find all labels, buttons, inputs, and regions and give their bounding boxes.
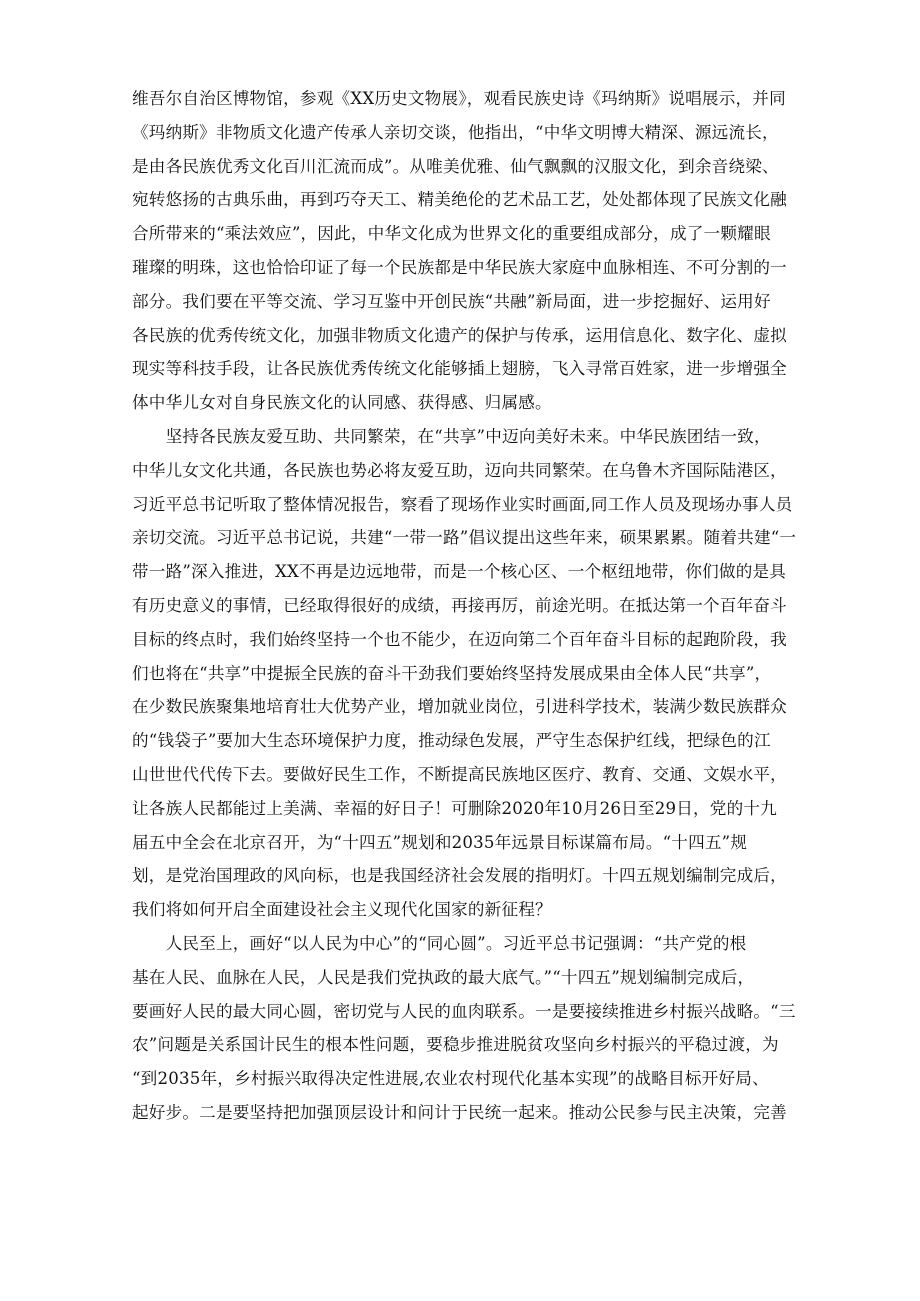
- text-line: 划，是党治国理政的风向标，也是我国经济社会发展的指明灯。十四五规划编制完成后，: [132, 866, 787, 886]
- text-line: 坚持各民族友爱互助、共同繁荣，在“共享”中迈向美好未来。中华民族团结一致，: [132, 426, 771, 446]
- paragraph-2: [132, 420, 800, 927]
- text-line: 体中华儿女对自身民族文化的认同感、获得感、归属感。: [132, 393, 552, 413]
- text-line: “到2035年，乡村振兴取得决定性进展,农业农村现代化基本实现”的战略目标开好局、: [132, 1069, 769, 1089]
- paragraph-3: [132, 927, 800, 1130]
- text-line: 农”问题是关系国计民生的根本性问题，要稳步推进脱贫攻坚向乡村振兴的平稳过渡，为: [132, 1035, 779, 1055]
- text-line: 维吾尔自治区博物馆，参观《XX历史文物展》，观看民族史诗《玛纳斯》说唱展示，并同: [132, 89, 786, 108]
- text-line: 让各族人民都能过上美满、幸福的好日子！可删除2020年10月26日至29日，党的十九: [132, 798, 777, 818]
- text-line: 的“钱袋子”要加大生态环境保护力度，推动绿色发展，严守生态保护红线，把绿色的江: [132, 731, 771, 751]
- text-line: 亲切交流。习近平总书记说，共建“一带一路”倡议提出这些年来，硕果累累。随着共建“一: [132, 528, 797, 548]
- text-line: 《玛纳斯》非物质文化遗产传承人亲切交谈，他指出，“中华文明博大精深、源远流长，: [132, 122, 779, 142]
- text-line: 中华儿女文化共通，各民族也势必将友爱互助，迈向共同繁荣。在乌鲁木齐国际陆港区，: [132, 460, 787, 480]
- text-line: 有历史意义的事情，已经取得很好的成绩，再接再厉，前途光明。在抵达第一个百年奋斗: [132, 595, 787, 615]
- text-line: 带一路”深入推进，XX不再是边远地带，而是一个核心区、一个枢纽地带，你们做的是具: [132, 562, 787, 582]
- document-body: [132, 82, 800, 1130]
- text-line: 人民至上，画好“以人民为中心”的“同心圆”。习近平总书记强调：“共产党的根: [132, 933, 747, 953]
- text-line: 宛转悠扬的古典乐曲，再到巧夺天工、精美绝伦的艺术品工艺，处处都体现了民族文化融: [132, 190, 787, 210]
- text-line: 是由各民族优秀文化百川汇流而成”。从唯美优雅、仙气飘飘的汉服文化，到余音绕梁、: [132, 156, 779, 176]
- text-line: 届五中全会在北京召开，为“十四五”规划和2035年远景目标谋篇布局。“十四五”规: [132, 832, 748, 852]
- text-line: 习近平总书记听取了整体情况报告，察看了现场作业实时画面,同工作人员及现场办事人员: [132, 494, 793, 514]
- text-line: 要画好人民的最大同心圆，密切党与人民的血肉联系。一是要接续推进乡村振兴战略。“三: [132, 1001, 796, 1021]
- paragraph-1: [132, 82, 800, 420]
- text-line: 基在人民、血脉在人民，人民是我们党执政的最大底气。”“十四五”规划编制完成后，: [132, 967, 755, 987]
- text-line: 璀璨的明珠，这也恰恰印证了每一个民族都是中华民族大家庭中血脉相连、不可分割的一: [132, 257, 787, 277]
- text-line: 起好步。二是要坚持把加强顶层设计和问计于民统一起来。推动公民参与民主决策，完善: [132, 1102, 787, 1122]
- text-line: 们也将在“共享”中提振全民族的奋斗干劲我们要始终坚持发展成果由全体人民“共享”，: [132, 663, 772, 683]
- text-line: 我们将如何开启全面建设社会主义现代化国家的新征程？: [132, 900, 552, 920]
- text-line: 部分。我们要在平等交流、学习互鉴中开创民族“共融”新局面，进一步挖掘好、运用好: [132, 291, 771, 311]
- text-line: 目标的终点时，我们始终坚持一个也不能少，在迈向第二个百年奋斗目标的起跑阶段，我: [132, 629, 787, 649]
- text-line: 在少数民族聚集地培育壮大优势产业，增加就业岗位，引进科学技术，装满少数民族群众: [132, 697, 787, 717]
- text-line: 合所带来的“乘法效应”，因此，中华文化成为世界文化的重要组成部分，成了一颗耀眼: [132, 224, 771, 244]
- text-line: 各民族的优秀传统文化，加强非物质文化遗产的保护与传承，运用信息化、数字化、虚拟: [132, 325, 787, 345]
- text-line: 现实等科技手段，让各民族优秀传统文化能够插上翅膀，飞入寻常百姓家，进一步增强全: [132, 359, 787, 379]
- text-line: 山世世代代传下去。要做好民生工作，不断提高民族地区医疗、教育、交通、文娱水平，: [132, 764, 787, 784]
